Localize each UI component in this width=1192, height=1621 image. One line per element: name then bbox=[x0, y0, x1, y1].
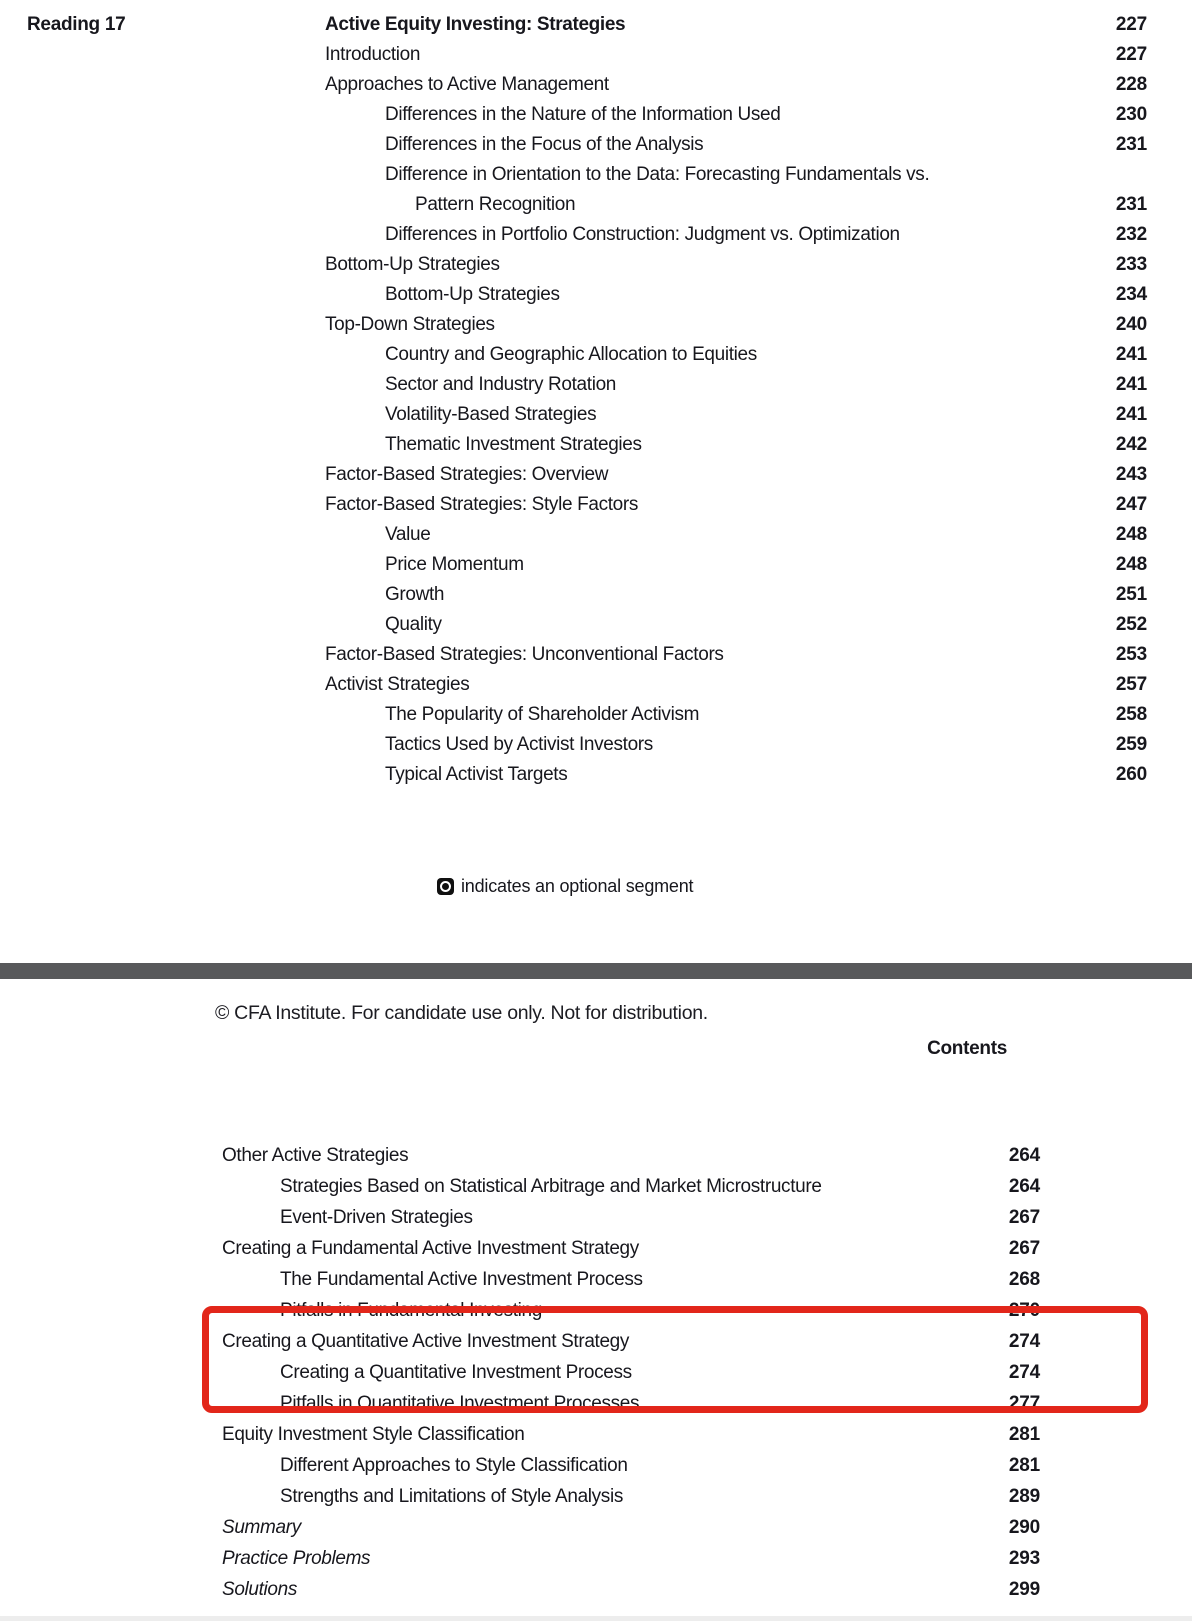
toc-entry-page: 264 bbox=[1008, 1176, 1040, 1197]
next-page-edge bbox=[0, 1616, 1192, 1621]
toc-entry-title: Bottom-Up Strategies bbox=[325, 254, 500, 275]
toc-entry-page: 281 bbox=[1008, 1455, 1040, 1476]
toc-entry-title: Top-Down Strategies bbox=[325, 314, 495, 335]
toc-entry-page: 247 bbox=[1115, 494, 1147, 515]
toc-entry-title: Event-Driven Strategies bbox=[280, 1207, 473, 1228]
toc-entry-page: 230 bbox=[1115, 104, 1147, 125]
toc-row bbox=[325, 732, 1147, 762]
toc-entry-page: 227 bbox=[1115, 44, 1147, 65]
toc-entry-page: 242 bbox=[1115, 434, 1147, 455]
toc-row bbox=[325, 312, 1147, 342]
toc-entry-title: Creating a Fundamental Active Investment Strategy bbox=[222, 1238, 639, 1259]
toc-row bbox=[325, 462, 1147, 492]
contents-running-header: Contents bbox=[927, 1038, 1007, 1059]
toc-entry-page: 233 bbox=[1115, 254, 1147, 275]
toc-entry-page: 228 bbox=[1115, 74, 1147, 95]
toc-entry-page: 241 bbox=[1115, 344, 1147, 365]
toc-entry-title: Price Momentum bbox=[385, 554, 524, 575]
toc-entry-page: 257 bbox=[1115, 674, 1147, 695]
toc-entry-page: 251 bbox=[1115, 584, 1147, 605]
toc-entry-title: Pattern Recognition bbox=[415, 194, 576, 215]
toc-entry-page: 232 bbox=[1115, 224, 1147, 245]
toc-entry-title: Activist Strategies bbox=[325, 674, 470, 695]
toc-entry-page: 241 bbox=[1115, 404, 1147, 425]
toc-entry-page: 277 bbox=[1008, 1393, 1040, 1414]
toc-entry-title: Approaches to Active Management bbox=[325, 74, 609, 95]
reading-label: Reading 17 bbox=[27, 14, 126, 35]
toc-row bbox=[222, 1328, 1040, 1359]
toc-entry-title: Introduction bbox=[325, 44, 421, 65]
toc-entry-title: Bottom-Up Strategies bbox=[385, 284, 560, 305]
toc-entry-page: 227 bbox=[1115, 14, 1147, 35]
toc-entry-title: Quality bbox=[385, 614, 442, 635]
toc-row bbox=[325, 402, 1147, 432]
toc-row bbox=[222, 1359, 1040, 1390]
toc-row bbox=[222, 1421, 1040, 1452]
toc-entry-title: Differences in the Focus of the Analysis bbox=[385, 134, 704, 155]
toc-row bbox=[222, 1204, 1040, 1235]
toc-entry-page: 281 bbox=[1008, 1424, 1040, 1445]
toc-row bbox=[325, 432, 1147, 462]
toc-row bbox=[222, 1173, 1040, 1204]
toc-row bbox=[325, 72, 1147, 102]
toc-row bbox=[325, 642, 1147, 672]
toc-row bbox=[325, 762, 1147, 792]
toc-entry-title: Other Active Strategies bbox=[222, 1145, 409, 1166]
toc-entry-title: Pitfalls in Fundamental Investing bbox=[280, 1300, 542, 1321]
toc-entry-page: 267 bbox=[1008, 1207, 1040, 1228]
copyright-notice: © CFA Institute. For candidate use only. Not for distribution. bbox=[215, 1002, 708, 1024]
toc-entry-title: Difference in Orientation to the Data: Forecasting Fundamentals vs. bbox=[385, 164, 930, 185]
toc-row bbox=[325, 522, 1147, 552]
toc-entry-page: 231 bbox=[1115, 134, 1147, 155]
toc-row bbox=[325, 702, 1147, 732]
toc-row bbox=[325, 552, 1147, 582]
toc-entry-title: Country and Geographic Allocation to Equities bbox=[385, 344, 757, 365]
toc-entry-page: 252 bbox=[1115, 614, 1147, 635]
toc-entry-page: 290 bbox=[1008, 1517, 1040, 1538]
toc-entry-page: 260 bbox=[1115, 764, 1147, 785]
toc-entry-page: 268 bbox=[1008, 1269, 1040, 1290]
toc-entry-title: Differences in Portfolio Construction: Judgment vs. Optimization bbox=[385, 224, 900, 245]
toc-entry-page: 253 bbox=[1115, 644, 1147, 665]
toc-entry-title: Practice Problems bbox=[222, 1548, 371, 1569]
toc-entry-title: Sector and Industry Rotation bbox=[385, 374, 617, 395]
toc-row bbox=[325, 12, 1147, 42]
toc-row bbox=[325, 582, 1147, 612]
toc-entry-page: 231 bbox=[1115, 194, 1147, 215]
toc-entry-title: Summary bbox=[222, 1517, 301, 1538]
toc-entry-title: Creating a Quantitative Active Investment Strategy bbox=[222, 1331, 630, 1352]
toc-row bbox=[222, 1266, 1040, 1297]
toc-row bbox=[222, 1390, 1040, 1421]
toc-row bbox=[325, 372, 1147, 402]
optional-segment-icon bbox=[437, 878, 454, 895]
toc-entry-page: 240 bbox=[1115, 314, 1147, 335]
toc-row bbox=[325, 342, 1147, 372]
toc-list-top bbox=[325, 12, 1147, 792]
toc-entry-title: Factor-Based Strategies: Style Factors bbox=[325, 494, 638, 515]
toc-row bbox=[222, 1142, 1040, 1173]
toc-row bbox=[325, 192, 1147, 222]
toc-row bbox=[325, 102, 1147, 132]
toc-entry-page: 258 bbox=[1115, 704, 1147, 725]
toc-row bbox=[222, 1483, 1040, 1514]
toc-row bbox=[222, 1514, 1040, 1545]
toc-entry-page: 267 bbox=[1008, 1238, 1040, 1259]
toc-entry-title: Tactics Used by Activist Investors bbox=[385, 734, 653, 755]
toc-entry-page: 234 bbox=[1115, 284, 1147, 305]
toc-entry-title: Factor-Based Strategies: Unconventional Factors bbox=[325, 644, 724, 665]
toc-row bbox=[325, 492, 1147, 522]
toc-row bbox=[325, 252, 1147, 282]
toc-entry-title: The Popularity of Shareholder Activism bbox=[385, 704, 700, 725]
toc-entry-page: 248 bbox=[1115, 524, 1147, 545]
toc-entry-page: 299 bbox=[1008, 1579, 1040, 1600]
toc-row bbox=[222, 1297, 1040, 1328]
toc-entry-title: Thematic Investment Strategies bbox=[385, 434, 642, 455]
toc-entry-page: 243 bbox=[1115, 464, 1147, 485]
optional-segment-note bbox=[437, 876, 693, 897]
toc-row bbox=[222, 1545, 1040, 1576]
toc-list-bottom bbox=[222, 1142, 1040, 1607]
toc-entry-title: Factor-Based Strategies: Overview bbox=[325, 464, 609, 485]
toc-entry-page: 248 bbox=[1115, 554, 1147, 575]
toc-row bbox=[222, 1235, 1040, 1266]
toc-entry-page: 264 bbox=[1008, 1145, 1040, 1166]
toc-entry-title: Differences in the Nature of the Information Used bbox=[385, 104, 781, 125]
toc-row bbox=[325, 282, 1147, 312]
toc-entry-title: Growth bbox=[385, 584, 445, 605]
toc-row bbox=[222, 1576, 1040, 1607]
toc-entry-title: Volatility-Based Strategies bbox=[385, 404, 597, 425]
toc-entry-title: Creating a Quantitative Investment Process bbox=[280, 1362, 632, 1383]
toc-row bbox=[325, 222, 1147, 252]
toc-row bbox=[325, 42, 1147, 72]
toc-entry-title: Typical Activist Targets bbox=[385, 764, 568, 785]
toc-row bbox=[325, 672, 1147, 702]
toc-entry-title: Active Equity Investing: Strategies bbox=[325, 14, 626, 35]
toc-entry-title: Strategies Based on Statistical Arbitrage and Market Microstructure bbox=[280, 1176, 822, 1197]
toc-entry-title: Strengths and Limitations of Style Analysis bbox=[280, 1486, 623, 1507]
toc-row bbox=[325, 612, 1147, 642]
toc-entry-title: The Fundamental Active Investment Process bbox=[280, 1269, 643, 1290]
toc-row bbox=[222, 1452, 1040, 1483]
optional-note-text: indicates an optional segment bbox=[461, 876, 694, 896]
toc-entry-title: Value bbox=[385, 524, 431, 545]
toc-entry-page: 259 bbox=[1115, 734, 1147, 755]
toc-row bbox=[325, 132, 1147, 162]
toc-entry-title: Solutions bbox=[222, 1579, 298, 1600]
toc-row bbox=[325, 162, 1147, 192]
toc-entry-page: 241 bbox=[1115, 374, 1147, 395]
toc-entry-page: 293 bbox=[1008, 1548, 1040, 1569]
toc-entry-title: Pitfalls in Quantitative Investment Processes bbox=[280, 1393, 640, 1414]
page-divider-bar bbox=[0, 963, 1192, 979]
toc-entry-page: 274 bbox=[1008, 1331, 1040, 1352]
toc-entry-title: Different Approaches to Style Classification bbox=[280, 1455, 628, 1476]
toc-entry-page: 274 bbox=[1008, 1362, 1040, 1383]
toc-entry-page: 270 bbox=[1008, 1300, 1040, 1321]
toc-entry-title: Equity Investment Style Classification bbox=[222, 1424, 525, 1445]
toc-entry-page: 289 bbox=[1008, 1486, 1040, 1507]
